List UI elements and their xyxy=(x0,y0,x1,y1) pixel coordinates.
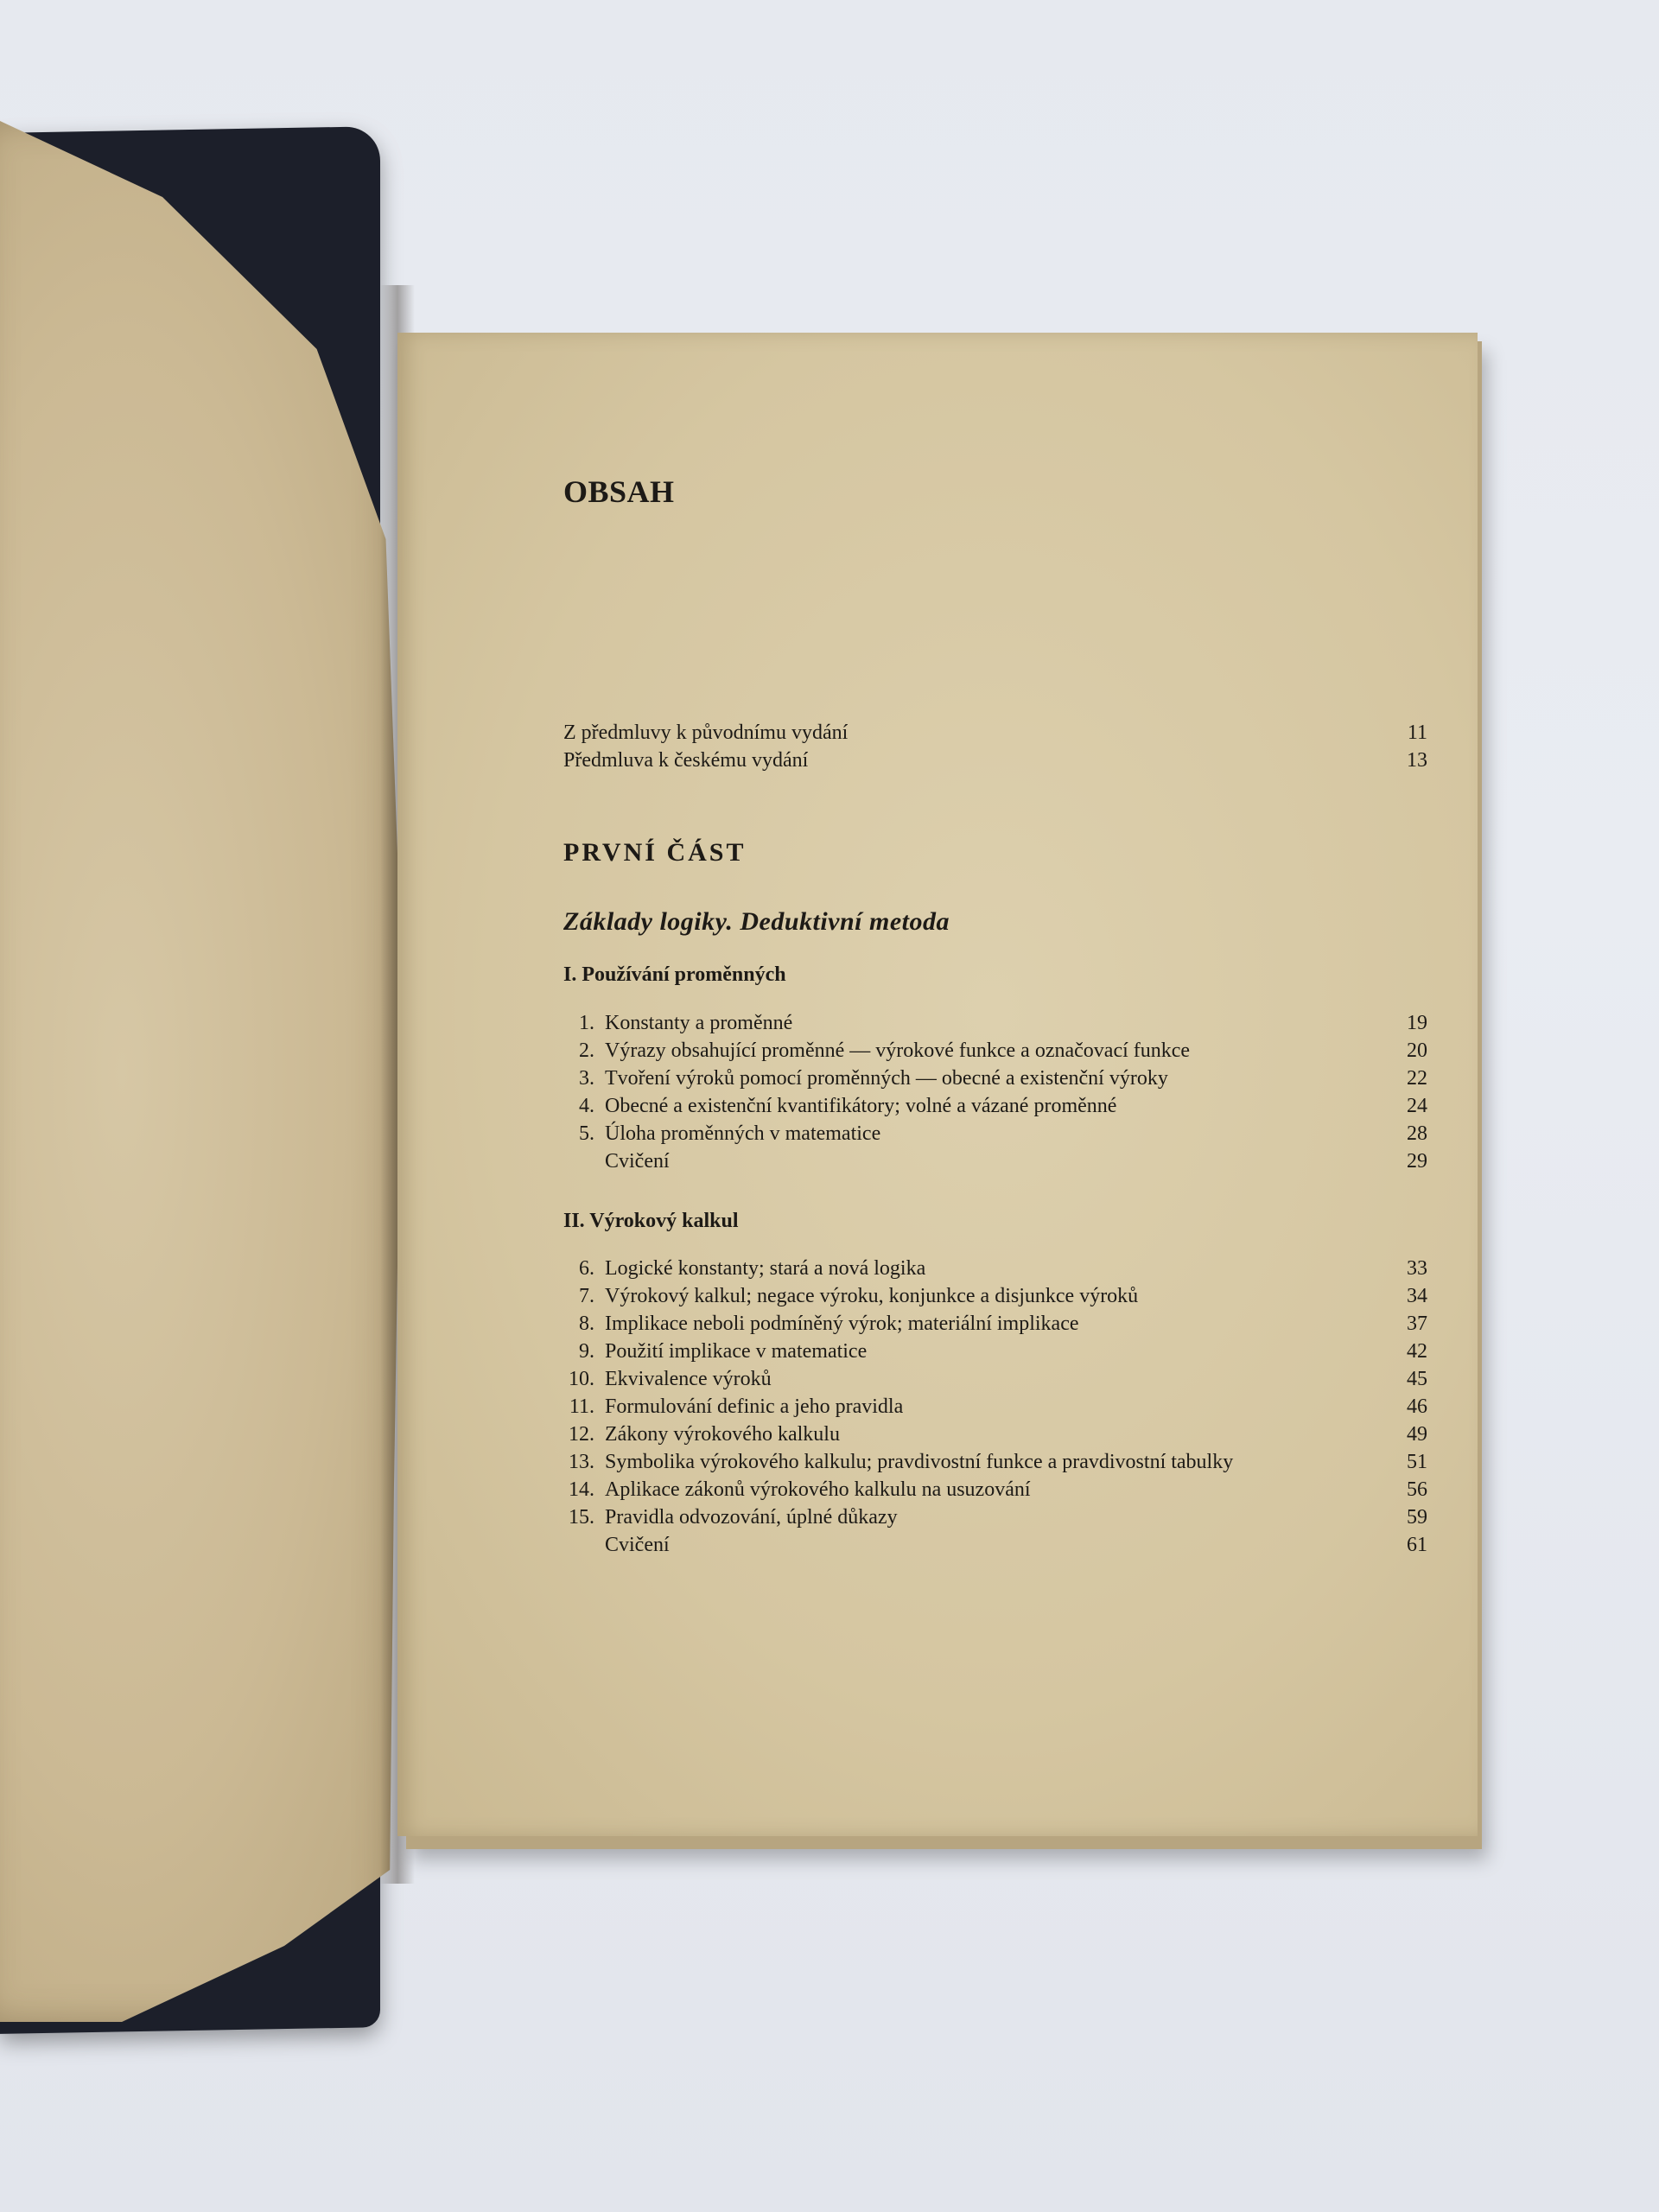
toc-entry-text: Použití implikace v matematice xyxy=(605,1340,868,1363)
toc-entry-page: 19 xyxy=(1407,1012,1427,1034)
toc-entry-page: 28 xyxy=(1407,1122,1427,1145)
toc-entry xyxy=(563,1503,1427,1531)
toc-entry-text: Výrazy obsahující proměnné — výrokové funkce a označovací funkce xyxy=(605,1039,1191,1062)
toc-entry-number: 15. xyxy=(569,1506,594,1529)
toc-entry xyxy=(563,1421,1427,1448)
toc-entry xyxy=(563,747,1427,774)
toc-entry-text: Formulování definic a jeho pravidla xyxy=(605,1395,904,1418)
chapter-heading: II. Výrokový kalkul xyxy=(563,1210,739,1232)
toc-entry-text: Zákony výrokového kalkulu xyxy=(605,1423,840,1446)
toc-entry-page: 45 xyxy=(1407,1368,1427,1390)
toc-entry-page: 22 xyxy=(1407,1067,1427,1090)
toc-entry xyxy=(563,1009,1427,1037)
toc-entry-number: 10. xyxy=(569,1368,594,1390)
toc-entry-page: 59 xyxy=(1407,1506,1427,1529)
toc-entry-page: 37 xyxy=(1407,1313,1427,1335)
toc-entry-number: 8. xyxy=(579,1313,594,1335)
toc-entry-text: Implikace neboli podmíněný výrok; materiální implikace xyxy=(605,1313,1079,1335)
toc-entry-number: 12. xyxy=(569,1423,594,1446)
toc-entry xyxy=(563,1255,1427,1282)
toc-entry-text: Tvoření výroků pomocí proměnných — obecné a existenční výroky xyxy=(605,1067,1168,1090)
toc-entry-number: 2. xyxy=(579,1039,594,1062)
toc-entry-text: Logické konstanty; stará a nová logika xyxy=(605,1257,926,1280)
toc-entry-number: 4. xyxy=(579,1095,594,1117)
toc-entry-page: 51 xyxy=(1407,1451,1427,1473)
chapter-heading: I. Používání proměnných xyxy=(563,963,786,986)
toc-entry xyxy=(563,1065,1427,1092)
toc-entry xyxy=(563,1393,1427,1421)
part-heading: PRVNÍ ČÁST xyxy=(563,838,747,867)
toc-entry-number: 13. xyxy=(569,1451,594,1473)
toc-entry-number: 14. xyxy=(569,1478,594,1501)
toc-entry-text: Cvičení xyxy=(605,1534,670,1556)
toc-entry-text: Aplikace zákonů výrokového kalkulu na usuzování xyxy=(605,1478,1031,1501)
toc-entry-text: Konstanty a proměnné xyxy=(605,1012,793,1034)
toc-entry-page: 46 xyxy=(1407,1395,1427,1418)
toc-entry-number: 5. xyxy=(579,1122,594,1145)
toc-entry-number: 6. xyxy=(579,1257,594,1280)
toc-entry-page: 42 xyxy=(1407,1340,1427,1363)
toc-entry-page: 61 xyxy=(1407,1534,1427,1556)
toc-entry-page: 24 xyxy=(1407,1095,1427,1117)
toc-entry xyxy=(563,1476,1427,1503)
toc-entry-text: Cvičení xyxy=(605,1150,670,1173)
toc-entry-number: 7. xyxy=(579,1285,594,1307)
toc-entry-page: 20 xyxy=(1407,1039,1427,1062)
toc-entry xyxy=(563,719,1427,747)
toc-entry-page: 11 xyxy=(1407,721,1427,744)
toc-entry-text: Ekvivalence výroků xyxy=(605,1368,772,1390)
toc-title: OBSAH xyxy=(563,474,675,509)
toc-entry-text: Pravidla odvozování, úplné důkazy xyxy=(605,1506,898,1529)
toc-entry-page: 13 xyxy=(1407,749,1427,772)
toc-entry-page: 33 xyxy=(1407,1257,1427,1280)
toc-entry-number: 3. xyxy=(579,1067,594,1090)
toc-entry-text: Výrokový kalkul; negace výroku, konjunkce a disjunkce výroků xyxy=(605,1285,1139,1307)
toc-entry xyxy=(563,1365,1427,1393)
toc-entry-number: 11. xyxy=(569,1395,594,1418)
part-subtitle: Základy logiky. Deduktivní metoda xyxy=(563,907,950,936)
toc-entry-text: Symbolika výrokového kalkulu; pravdivostní funkce a pravdivostní tabulky xyxy=(605,1451,1234,1473)
toc-entry xyxy=(563,1282,1427,1310)
toc-entry-text: Úloha proměnných v matematice xyxy=(605,1122,881,1145)
toc-entry-page: 49 xyxy=(1407,1423,1427,1446)
toc-entry-page: 34 xyxy=(1407,1285,1427,1307)
toc-entry-number: 1. xyxy=(579,1012,594,1034)
toc-entry-page: 56 xyxy=(1407,1478,1427,1501)
toc-entry-page: 29 xyxy=(1407,1150,1427,1173)
toc-entry xyxy=(563,1531,1427,1559)
toc-entry xyxy=(563,1092,1427,1120)
toc-entry xyxy=(563,1120,1427,1147)
toc-entry xyxy=(563,1338,1427,1365)
toc-entry xyxy=(563,1147,1427,1175)
toc-entry xyxy=(563,1310,1427,1338)
toc-entry-text: Obecné a existenční kvantifikátory; volné a vázané proměnné xyxy=(605,1095,1117,1117)
toc-entry xyxy=(563,1037,1427,1065)
toc-entry xyxy=(563,1448,1427,1476)
toc-entry-text: Z předmluvy k původnímu vydání xyxy=(563,721,849,744)
toc-entry-number: 9. xyxy=(579,1340,594,1363)
toc-entry-text: Předmluva k českému vydání xyxy=(563,749,809,772)
